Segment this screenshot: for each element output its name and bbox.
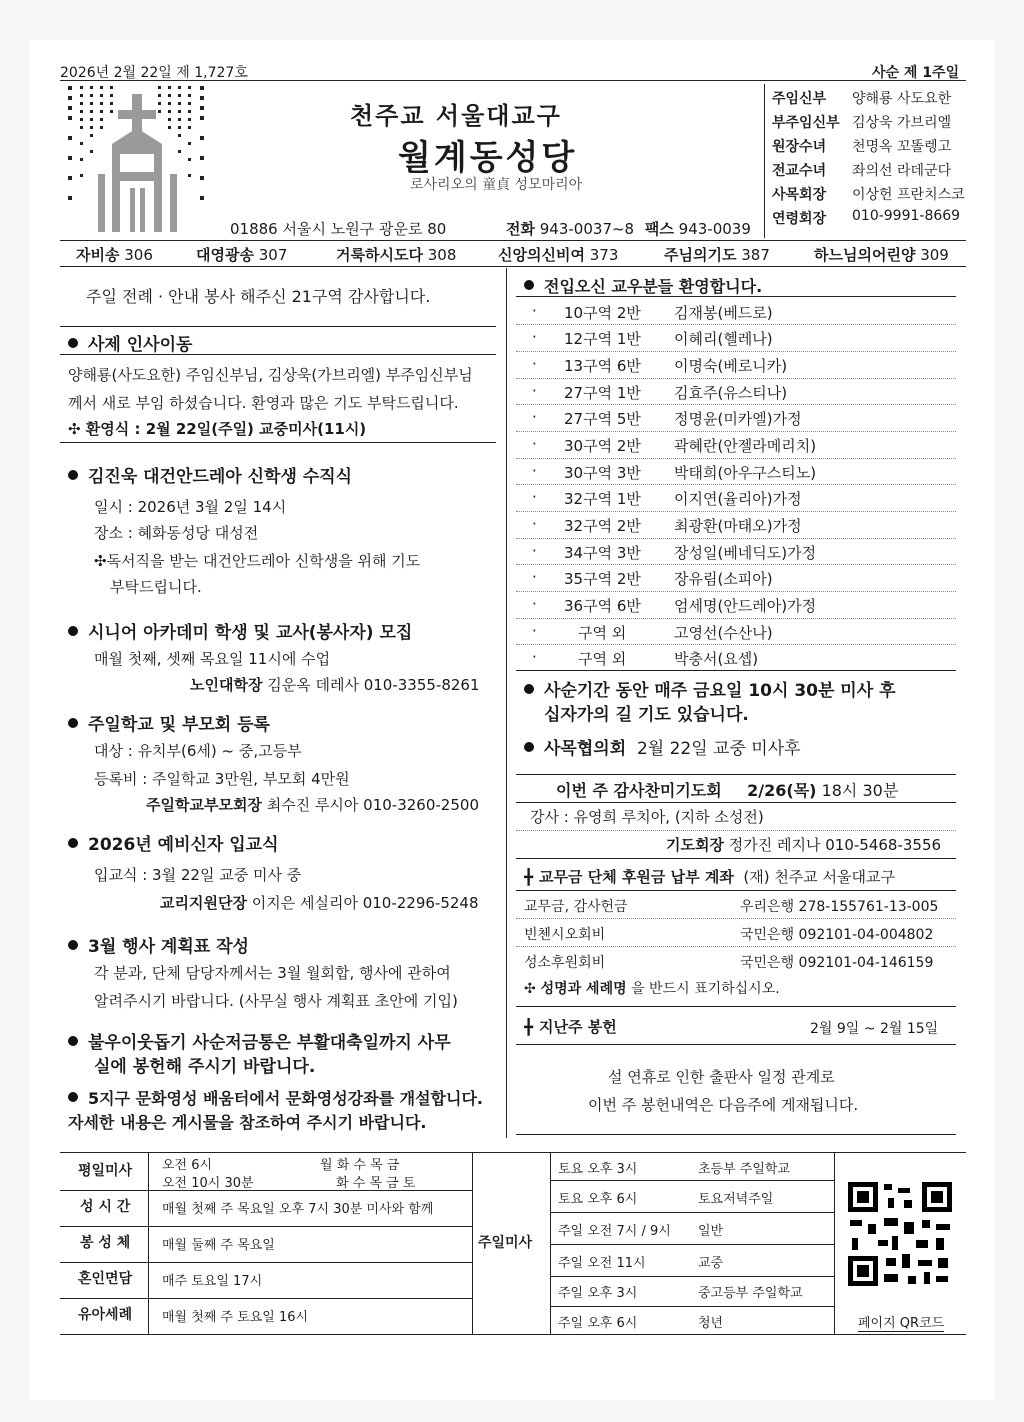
welcome-name: 장성일(베네딕도)가정 — [674, 544, 817, 562]
schedule-text: 매월 첫째 주 토요일 16시 — [162, 1310, 309, 1325]
account-number: 국민은행 092101-04-146159 — [740, 955, 934, 971]
hymn-item: 신앙의신비여 373 — [498, 246, 619, 264]
welcome-area: 10구역 2반 — [564, 304, 641, 322]
divider — [516, 890, 956, 891]
schedule-label: 평일미사 — [78, 1163, 133, 1179]
welcome-name: 박충서(요셉) — [674, 650, 759, 668]
prayer-title: 이번 주 감사찬미기도회 2/26(목) 18시 30분 — [556, 781, 899, 800]
divider — [516, 296, 956, 297]
welcome-name: 엄세명(안드레아)가정 — [674, 597, 817, 615]
divider — [516, 774, 956, 775]
account-number: 국민은행 092101-04-004802 — [740, 927, 934, 943]
fax-label: 팩스 — [644, 220, 674, 238]
phone-label: 전화 — [506, 220, 535, 238]
schedule-days: 화 수 목 금 토 — [336, 1176, 416, 1191]
divider — [472, 1152, 473, 1334]
section-title: 전입오신 교우분들 환영합니다. — [524, 274, 762, 297]
schedule-text: 매월 첫째 주 목요일 오후 7시 30분 미사와 함께 — [162, 1202, 434, 1217]
schedule-label: 봉 성 체 — [80, 1235, 131, 1251]
mass-time: 주일 오전 11시 — [558, 1256, 646, 1271]
schedule-label: 혼인면담 — [78, 1271, 133, 1287]
schedule-label: 유아세례 — [78, 1307, 133, 1323]
donate-note: ✣ 성명과 세례명 을 반드시 표기하십시오. — [524, 981, 780, 997]
welcome-area: 30구역 3반 — [564, 464, 641, 482]
section-title: 5지구 문화영성 배움터에서 문화영성강좌를 개설합니다. — [68, 1086, 483, 1109]
section-text: 십자가의 길 기도 있습니다. — [544, 705, 749, 725]
staff-name: 천명옥 꼬똘렝고 — [852, 139, 952, 155]
section-text: 장소 : 혜화동성당 대성전 — [94, 524, 259, 542]
section-text: 주일학교부모회장 최수진 루시아 010-3260-2500 — [146, 796, 479, 814]
welcome-area: 30구역 2반 — [564, 437, 641, 455]
welcome-area: 12구역 1반 — [564, 330, 641, 348]
welcome-name: 이지연(율리아)가정 — [674, 490, 802, 508]
season-label: 사순 제 1주일 — [872, 65, 960, 81]
thanks-notice: 주일 전례 · 안내 봉사 해주신 21구역 감사합니다. — [86, 287, 431, 306]
schedule-text: 매월 둘째 주 목요일 — [162, 1238, 275, 1253]
welcome-area: 구역 외 — [578, 650, 627, 668]
mass-group: 초등부 주일학교 — [698, 1162, 791, 1177]
staff-role: 주임신부 — [772, 91, 827, 107]
welcome-name: 고영선(수산나) — [674, 624, 773, 642]
cross-icon: ╋ — [524, 1018, 534, 1036]
schedule-label: 성 시 간 — [80, 1199, 131, 1215]
schedule-text: 매주 토요일 17시 — [162, 1274, 263, 1289]
parish-address: 01886 서울시 노원구 광운로 80 — [230, 220, 447, 238]
divider — [516, 858, 956, 859]
account-number: 우리은행 278-155761-13-005 — [740, 899, 939, 915]
section-text: 각 분과, 단체 담당자께서는 3월 월회합, 행사에 관하여 — [94, 964, 451, 982]
section-text: 부탁드립니다. — [110, 578, 202, 596]
prayer-head: 기도회장 정가진 레지나 010-5468-3556 — [666, 836, 942, 854]
divider — [516, 1134, 956, 1135]
staff-name: 양해룡 사도요한 — [852, 91, 952, 107]
welcome-area: 32구역 2반 — [564, 517, 641, 535]
schedule-time: 오전 6시 — [162, 1158, 213, 1173]
welcome-name: 장유림(소피아) — [674, 570, 773, 588]
staff-name: 좌의선 라데군다 — [852, 163, 952, 179]
welcome-name: 김효주(유스티나) — [674, 384, 788, 402]
account-label: 성소후원회비 — [524, 955, 606, 971]
section-text: 매월 첫째, 셋째 목요일 11시에 수업 — [94, 650, 331, 668]
divider — [764, 84, 765, 238]
hymn-item: 하느님의어린양 309 — [814, 246, 949, 264]
parish-patron: 로사리오의 童貞 성모마리아 — [410, 177, 583, 193]
mass-group: 일반 — [698, 1224, 724, 1239]
staff-role: 사목회장 — [772, 187, 827, 203]
welcome-area: 구역 외 — [578, 624, 627, 642]
divider — [60, 354, 496, 355]
section-title: 김진욱 대건안드레아 신학생 수직식 — [68, 462, 352, 487]
diocese-name: 천주교 서울대교구 — [350, 102, 562, 130]
section-title: 3월 행사 계획표 작성 — [68, 932, 249, 957]
contact-line — [506, 218, 751, 239]
staff-role: 연령회장 — [772, 211, 827, 227]
welcome-area: 35구역 2반 — [564, 570, 641, 588]
section-title: 사제 인사이동 — [68, 330, 192, 355]
mass-time: 주일 오후 6시 — [558, 1316, 638, 1331]
divider — [506, 268, 507, 1138]
mass-time: 주일 오후 3시 — [558, 1286, 638, 1301]
section-text: 등록비 : 주일학교 3만원, 부모회 4만원 — [94, 770, 350, 788]
welcome-area: 32구역 1반 — [564, 490, 641, 508]
divider — [516, 802, 956, 803]
section-title: 사목협의회 2월 22일 교중 미사후 — [524, 734, 801, 759]
section-title: 시니어 아카데미 학생 및 교사(봉사자) 모집 — [68, 618, 412, 643]
section-text: 노인대학장 김운옥 데레사 010-3355-8261 — [190, 676, 480, 694]
welcome-area: 36구역 6반 — [564, 597, 641, 615]
offering-text: 설 연휴로 인한 출판사 일정 관계로 — [608, 1068, 835, 1086]
welcome-name: 박태희(아우구스티노) — [674, 464, 817, 482]
section-text: 자세한 내용은 게시물을 참조하여 주시기 바랍니다. — [68, 1113, 427, 1132]
phone-number: 943-0037~8 — [539, 220, 635, 238]
section-text: 일시 : 2026년 3월 2일 14시 — [94, 498, 287, 516]
schedule-days: 월 화 수 목 금 — [320, 1158, 400, 1173]
welcome-area: 27구역 1반 — [564, 384, 641, 402]
section-text: 께서 새로 부임 하셨습니다. 환영과 많은 기도 부탁드립니다. — [68, 394, 459, 412]
donate-title: ╋ 교무금 단체 후원금 납부 계좌 (재) 천주교 서울대교구 — [524, 868, 896, 886]
section-title: 2026년 예비신자 입교식 — [68, 830, 279, 855]
fax-number: 943-0039 — [678, 220, 751, 238]
divider — [834, 1152, 835, 1334]
divider — [60, 1262, 472, 1263]
qr-label: 페이지 QR코드 — [858, 1312, 944, 1332]
divider — [60, 266, 966, 267]
mass-group: 교중 — [698, 1256, 724, 1271]
section-text: 양해룡(사도요한) 주임신부님, 김상욱(가브리엘) 부주임신부님 — [68, 366, 473, 384]
section-text: 실에 봉헌해 주시기 바랍니다. — [94, 1057, 316, 1077]
account-label: 빈첸시오회비 — [524, 927, 606, 943]
welcome-name: 곽혜란(안젤라메리치) — [674, 437, 817, 455]
offering-title: ╋ 지난주 봉헌 — [524, 1018, 617, 1036]
divider — [60, 1334, 966, 1335]
welcome-area: 27구역 5반 — [564, 410, 641, 428]
divider — [516, 1006, 956, 1007]
parish-name: 월계동성당 — [398, 138, 578, 178]
mass-time: 주일 오전 7시 / 9시 — [558, 1224, 671, 1239]
section-title: 불우이웃돕기 사순저금통은 부활대축일까지 사무 — [68, 1028, 451, 1053]
divider — [60, 326, 496, 327]
hymn-item: 거룩하시도다 308 — [336, 246, 457, 264]
welcome-area: 13구역 6반 — [564, 357, 641, 375]
cross-icon: ╋ — [524, 868, 534, 886]
divider — [60, 240, 966, 241]
offering-period: 2월 9일 ~ 2월 15일 — [810, 1021, 939, 1037]
church-logo-icon — [66, 84, 210, 236]
welcome-name: 이명숙(베로니카) — [674, 357, 788, 375]
section-title: 사순기간 동안 매주 금요일 10시 30분 미사 후 — [524, 676, 896, 701]
schedule-time: 오전 10시 30분 — [162, 1176, 254, 1191]
mass-group: 토요저녁주일 — [698, 1192, 774, 1207]
divider — [516, 1044, 956, 1045]
hymn-item: 대영광송 307 — [196, 246, 288, 264]
section-text: ✣독서직을 받는 대건안드레아 신학생을 위해 기도 — [94, 552, 421, 570]
welcome-name: 최광환(마태오)가정 — [674, 517, 802, 535]
mass-group: 중고등부 주일학교 — [698, 1286, 803, 1301]
mass-group: 청년 — [698, 1316, 724, 1331]
section-text: 대상 : 유치부(6세) ~ 중,고등부 — [94, 742, 302, 760]
section-text: ✣ 환영식 : 2월 22일(주일) 교중미사(11시) — [68, 420, 367, 438]
list-item: · — [532, 302, 537, 320]
divider — [516, 670, 956, 671]
divider — [60, 1298, 472, 1299]
divider — [60, 1152, 966, 1153]
section-text: 교리지원단장 이지은 세실리아 010-2296-5248 — [160, 894, 479, 912]
staff-role: 원장수녀 — [772, 139, 827, 155]
mass-time: 토요 오후 6시 — [558, 1192, 638, 1207]
welcome-name: 이혜리(헬레나) — [674, 330, 773, 348]
welcome-name: 정명윤(미카엘)가정 — [674, 410, 802, 428]
welcome-name: 김재봉(베드로) — [674, 304, 773, 322]
offering-text: 이번 주 봉헌내역은 다음주에 게재됩니다. — [588, 1096, 859, 1114]
prayer-lecturer: 강사 : 유영희 루치아, (지하 소성전) — [530, 808, 764, 826]
welcome-area: 34구역 3반 — [564, 544, 641, 562]
bulletin-page: 2026년 2월 22일 제 1,727호 사순 제 1주일 천주교 서울대교구 월계동성당 로사리오의 童貞 성모마리아 01886 서울시 노원구 광운로 80 전화 943-0037~8 팩스 943-0039 주임신부 양해룡 사도요한 부주임신부 김상욱 가브리엘 원장수녀 천명옥 꼬똘렝고 전교수녀 좌의선 라데군다 사목회장 이상헌 프란치스코 연령회장 010-9991-8669 자비송 306 대영광송 307 거룩하시도다 308 신앙의신비여 373 주님의기도 387 하느님의어린양 309 주일 전례 · 안내 봉사 해주신 21구역 감사합니다. 사제 인사이동 양해룡(사도요한) 주임신부님, 김상욱(가브리엘) 부주임신부님 께서 새로 부임 하셨습니다. 환영과 많은 기도 부탁드립니다. ✣ 환영식 : 2월 22일(주일) 교중미사(11시) 김진욱 대건안드레아 신학생 수직식 일시 : 2026년 3월 2일 14시 장소 : 혜화동성당 대성전 ✣독서직을 받는 대건안드레아 신학생을 위해 기도 부탁드립니다. 시니어 아카데미 학생 및 교사(봉사자) 모집 매월 첫째, 셋째 목요일 11시에 수업 노인대학장 김운옥 데레사 010-3355-8261 주일학교 및 부모회 등록 대상 : 유치부(6세) ~ 중,고등부 등록비 : 주일학교 3만원, 부모회 4만원 주일학교부모회장 최수진 루시아 010-3260-2500 2026년 예비신자 입교식 입교식 : 3월 22일 교중 미사 중 교리지원단장 이지은 세실리아 010-2296-5248 3월 행사 계획표 작성 각 분과, 단체 담당자께서는 3월 월회합, 행사에 관하여 알려주시기 바랍니다. (사무실 행사 계획표 초안에 기입) 불우이웃돕기 사순저금통은 부활대축일까지 사무 실에 봉헌해 주시기 바랍니다. 5지구 문화영성 배움터에서 문화영성강좌를 개설합니다. 자세한 내용은 게시물을 참조하여 주시기 바랍니다. 전입오신 교우분들 환영합니다. · 10구역 2반 김재봉(베드로) · 12구역 1반 이혜리(헬레나) · 13구역 6반 이명숙(베로니카) · 27구역 1반 김효주(유스티나) · 27구역 5반 정명윤(미카엘)가정 · 30구역 2반 곽혜란(안젤라메리치) · 30구역 3반 박태희(아우구스티노) · 32구역 1반 이지연(율리아)가정 · 32구역 2반 최광환(마태오)가정 · 34구역 3반 장성일(베네딕도)가정 · 35구역 2반 장유림(소피아) · 36구역 6반 엄세명(안드레아)가정 · 구역 외 고영선(수산나) · 구역 외 박충서(요셉) 사순기간 동안 매주 금요일 10시 30분 미사 후 십자가의 길 기도 있습니다. 사목협의회 2월 22일 교중 미사후 이번 주 감사찬미기도회 2/26(목) 18시 30분 강사 : 유영희 루치아, (지하 소성전) 기도회장 정가진 레지나 010-5468-3556 ╋ 교무금 단체 후원금 납부 계좌 (재) 천주교 서울대교구 교무금, 감사헌금 우리은행 278-155761-13-005 빈첸시오회비 국민은행 092101-04-004802 성소후원회비 국민은행 092101-04-146159 ✣ 성명과 세례명 을 반드시 표기하십시오. ╋ 지난주 봉헌 2월 9일 ~ 2월 15일 설 연휴로 인한 출판사 일정 관계로 이번 주 봉헌내역은 다음주에 게재됩니다. 평일미사 오전 6시 월 화 수 목 금 오전 10시 30분 화 수 목 금 토 성 시 간 매월 첫째 주 목요일 오후 7시 30분 미사와 함께 봉 성 체 매월 둘째 주 목요일 혼인면담 매주 토요일 17시 유아세례 매월 첫째 주 토요일 16시 주일미사 토요 오후 3시 초등부 주일학교 토요 오후 6시 토요저녁주일 주일 오전 7시 / 9시 일반 주일 오전 11시 교중 주일 오후 3시 중고등부 주일학교 주일 오후 6시 청년 페이지 QR코드 — [30, 40, 994, 1400]
staff-role: 부주임신부 — [772, 115, 840, 131]
divider — [60, 442, 496, 443]
staff-role: 전교수녀 — [772, 163, 827, 179]
divider — [60, 1190, 472, 1191]
staff-name: 010-9991-8669 — [852, 208, 961, 224]
hymn-item: 자비송 306 — [76, 246, 153, 264]
issue-info: 2026년 2월 22일 제 1,727호 — [60, 65, 248, 81]
section-text: 알려주시기 바랍니다. (사무실 행사 계획표 초안에 기입) — [94, 992, 458, 1010]
hymn-item: 주님의기도 387 — [664, 246, 770, 264]
divider — [60, 1226, 472, 1227]
divider — [148, 1152, 149, 1334]
section-title: 주일학교 및 부모회 등록 — [68, 710, 270, 735]
staff-name: 이상헌 프란치스코 — [852, 187, 965, 203]
staff-name: 김상욱 가브리엘 — [852, 115, 952, 131]
mass-time: 토요 오후 3시 — [558, 1162, 638, 1177]
qr-code-icon[interactable] — [848, 1182, 952, 1286]
schedule-label: 주일미사 — [478, 1235, 533, 1251]
account-label: 교무금, 감사헌금 — [524, 899, 628, 915]
section-text: 입교식 : 3월 22일 교중 미사 중 — [94, 866, 302, 884]
divider — [60, 80, 966, 81]
